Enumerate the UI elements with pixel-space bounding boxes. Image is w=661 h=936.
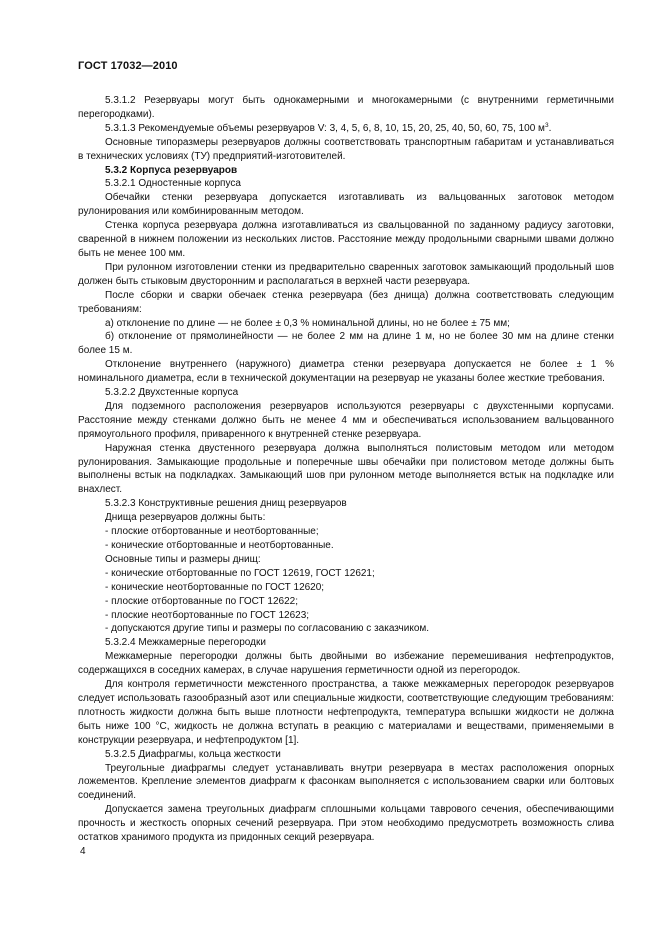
paragraph-outer-wall: Наружная стенка двустенного резервуара должна выполняться полистовым методом или методом рулонирования. Замыкающие продольные и поперечные швы обечайки при полистовом методе должны быть выполнены встык на подкладках. Замыкающий шов при рулонном методе выполняется встык на подкладке или внахлест.: [78, 442, 614, 496]
list-item: - допускаются другие типы и размеры по согласованию с заказчиком.: [105, 623, 430, 635]
list-item: - конические неотбортованные по ГОСТ 12620;: [105, 581, 325, 593]
paragraph-bottoms: Днища резервуаров должны быть:: [105, 512, 266, 524]
paragraph-roll: При рулонном изготовлении стенки из предварительно сваренных заготовок замыкающий продольный шов должен быть стыковым двусторонним и располагаться в верхней части резервуара.: [78, 261, 614, 287]
paragraph-assembly: После сборки и сварки обечаек стенка резервуара (без днища) должна соответствовать следующим требованиям:: [78, 289, 614, 315]
list-item: - плоские отбортованные и неотбортованные;: [105, 526, 319, 538]
list-item-b: б) отклонение от прямолинейности — не более 2 мм на длине 1 м, но не более 30 мм на длине стенки более 15 м.: [78, 331, 614, 357]
paragraph-shells: Обечайки стенки резервуара допускается изготавливать из вальцованных заготовок методом рулонирования или комбинированным методом.: [78, 192, 614, 218]
section-heading-5-3-2: 5.3.2 Корпуса резервуаров: [105, 164, 238, 176]
paragraph-leak-control: Для контроля герметичности межстенного пространства, а также межкамерных перегородок резервуаров следует использовать газообразный азот или специальные жидкости, соответствующие следующим требованиям: плотность жидкости должна быть выше плотности нефтепродукта, температура вспышки жидкости не должна быть ниже 100 °С, жидкость не должна вступать в реакцию с материалами и веществами, применяемыми в конструкции резервуара, и нефтепродуктом [1].: [78, 679, 614, 746]
subsection-5-3-2-5: 5.3.2.5 Диафрагмы, кольца жесткости: [105, 748, 281, 760]
paragraph-double-wall: Для подземного расположения резервуаров используются резервуары с двухстенными корпусами. Расстояние между стенками должно быть не менее 4 мм и обеспечиваться использованием вальцованного прямоугольного профиля, приваренного к внутренней стенке резервуара.: [78, 400, 614, 440]
paragraph-bottom-types: Основные типы и размеры днищ:: [105, 553, 261, 565]
paragraph-5-3-1-2: 5.3.1.2 Резервуары могут быть однокамерными и многокамерными (с внутренними герметичными перегородками).: [78, 95, 614, 120]
paragraph-wall: Стенка корпуса резервуара должна изготавливаться из свальцованной по заданному радиусу заготовки, сваренной в нижнем положении из нескольких листов. Расстояние между продольными сварными швами должно быть не менее 100 мм.: [78, 220, 614, 259]
document-header: ГОСТ 17032—2010: [78, 60, 178, 72]
paragraph-partitions: Межкамерные перегородки должны быть двойными во избежание перемешивания нефтепродуктов, содержащихся в соседних камерах, в случае нарушения герметичности одной из перегородок.: [78, 651, 614, 677]
document-body: [78, 94, 614, 845]
list-item: - конические отбортованные и неотбортованные.: [105, 540, 334, 551]
page-number: 4: [80, 846, 86, 857]
paragraph-5-3-1-3: [78, 122, 614, 136]
paragraph-rings: Допускается замена треугольных диафрагм сплошными кольцами таврового сечения, обеспечивающими прочность и жесткость опорных сечений резервуара. При этом необходимо предусмотреть возможность слива остатков хранимого продукта из придонных секций резервуара.: [78, 804, 614, 844]
subsection-5-3-2-2: 5.3.2.2 Двухстенные корпуса: [105, 387, 239, 399]
paragraph-typesizes: Основные типоразмеры резервуаров должны соответствовать транспортным габаритам и устанавливаться в технических условиях (ТУ) предприятий-изготовителей.: [78, 136, 614, 162]
list-item-a: а) отклонение по длине — не более ± 0,3 % номинальной длины, но не более ± 75 мм;: [105, 317, 510, 329]
list-item: - плоские отбортованные по ГОСТ 12622;: [105, 595, 298, 607]
paragraph-diaphragms: Треугольные диафрагмы следует устанавливать внутри резервуара в местах расположения опорных ложементов. Крепление элементов диафрагм к фасонкам выполняется с использованием сварки или болтовых соединений.: [78, 762, 614, 802]
list-item: - плоские неотбортованные по ГОСТ 12623;: [105, 609, 310, 621]
list-item: - конические отбортованные по ГОСТ 12619, ГОСТ 12621;: [105, 567, 375, 579]
subsection-5-3-2-1: 5.3.2.1 Одностенные корпуса: [105, 178, 241, 190]
volume-unit-superscript: 3: [544, 121, 549, 129]
volumes-end: .: [548, 122, 552, 134]
subsection-5-3-2-4: 5.3.2.4 Межкамерные перегородки: [105, 637, 266, 649]
volumes-text: 5.3.1.3 Рекомендуемые объемы резервуаров V: 3, 4, 5, 6, 8, 10, 15, 20, 25, 40, 50, 60, 75, 100 м: [105, 122, 545, 134]
paragraph-diameter: Отклонение внутреннего (наружного) диаметра стенки резервуара допускается не более ± 1 % номинального диаметра, если в технической документации на резервуар не указаны более жесткие требования.: [78, 359, 614, 385]
subsection-5-3-2-3: 5.3.2.3 Конструктивные решения днищ резервуаров: [105, 498, 347, 510]
